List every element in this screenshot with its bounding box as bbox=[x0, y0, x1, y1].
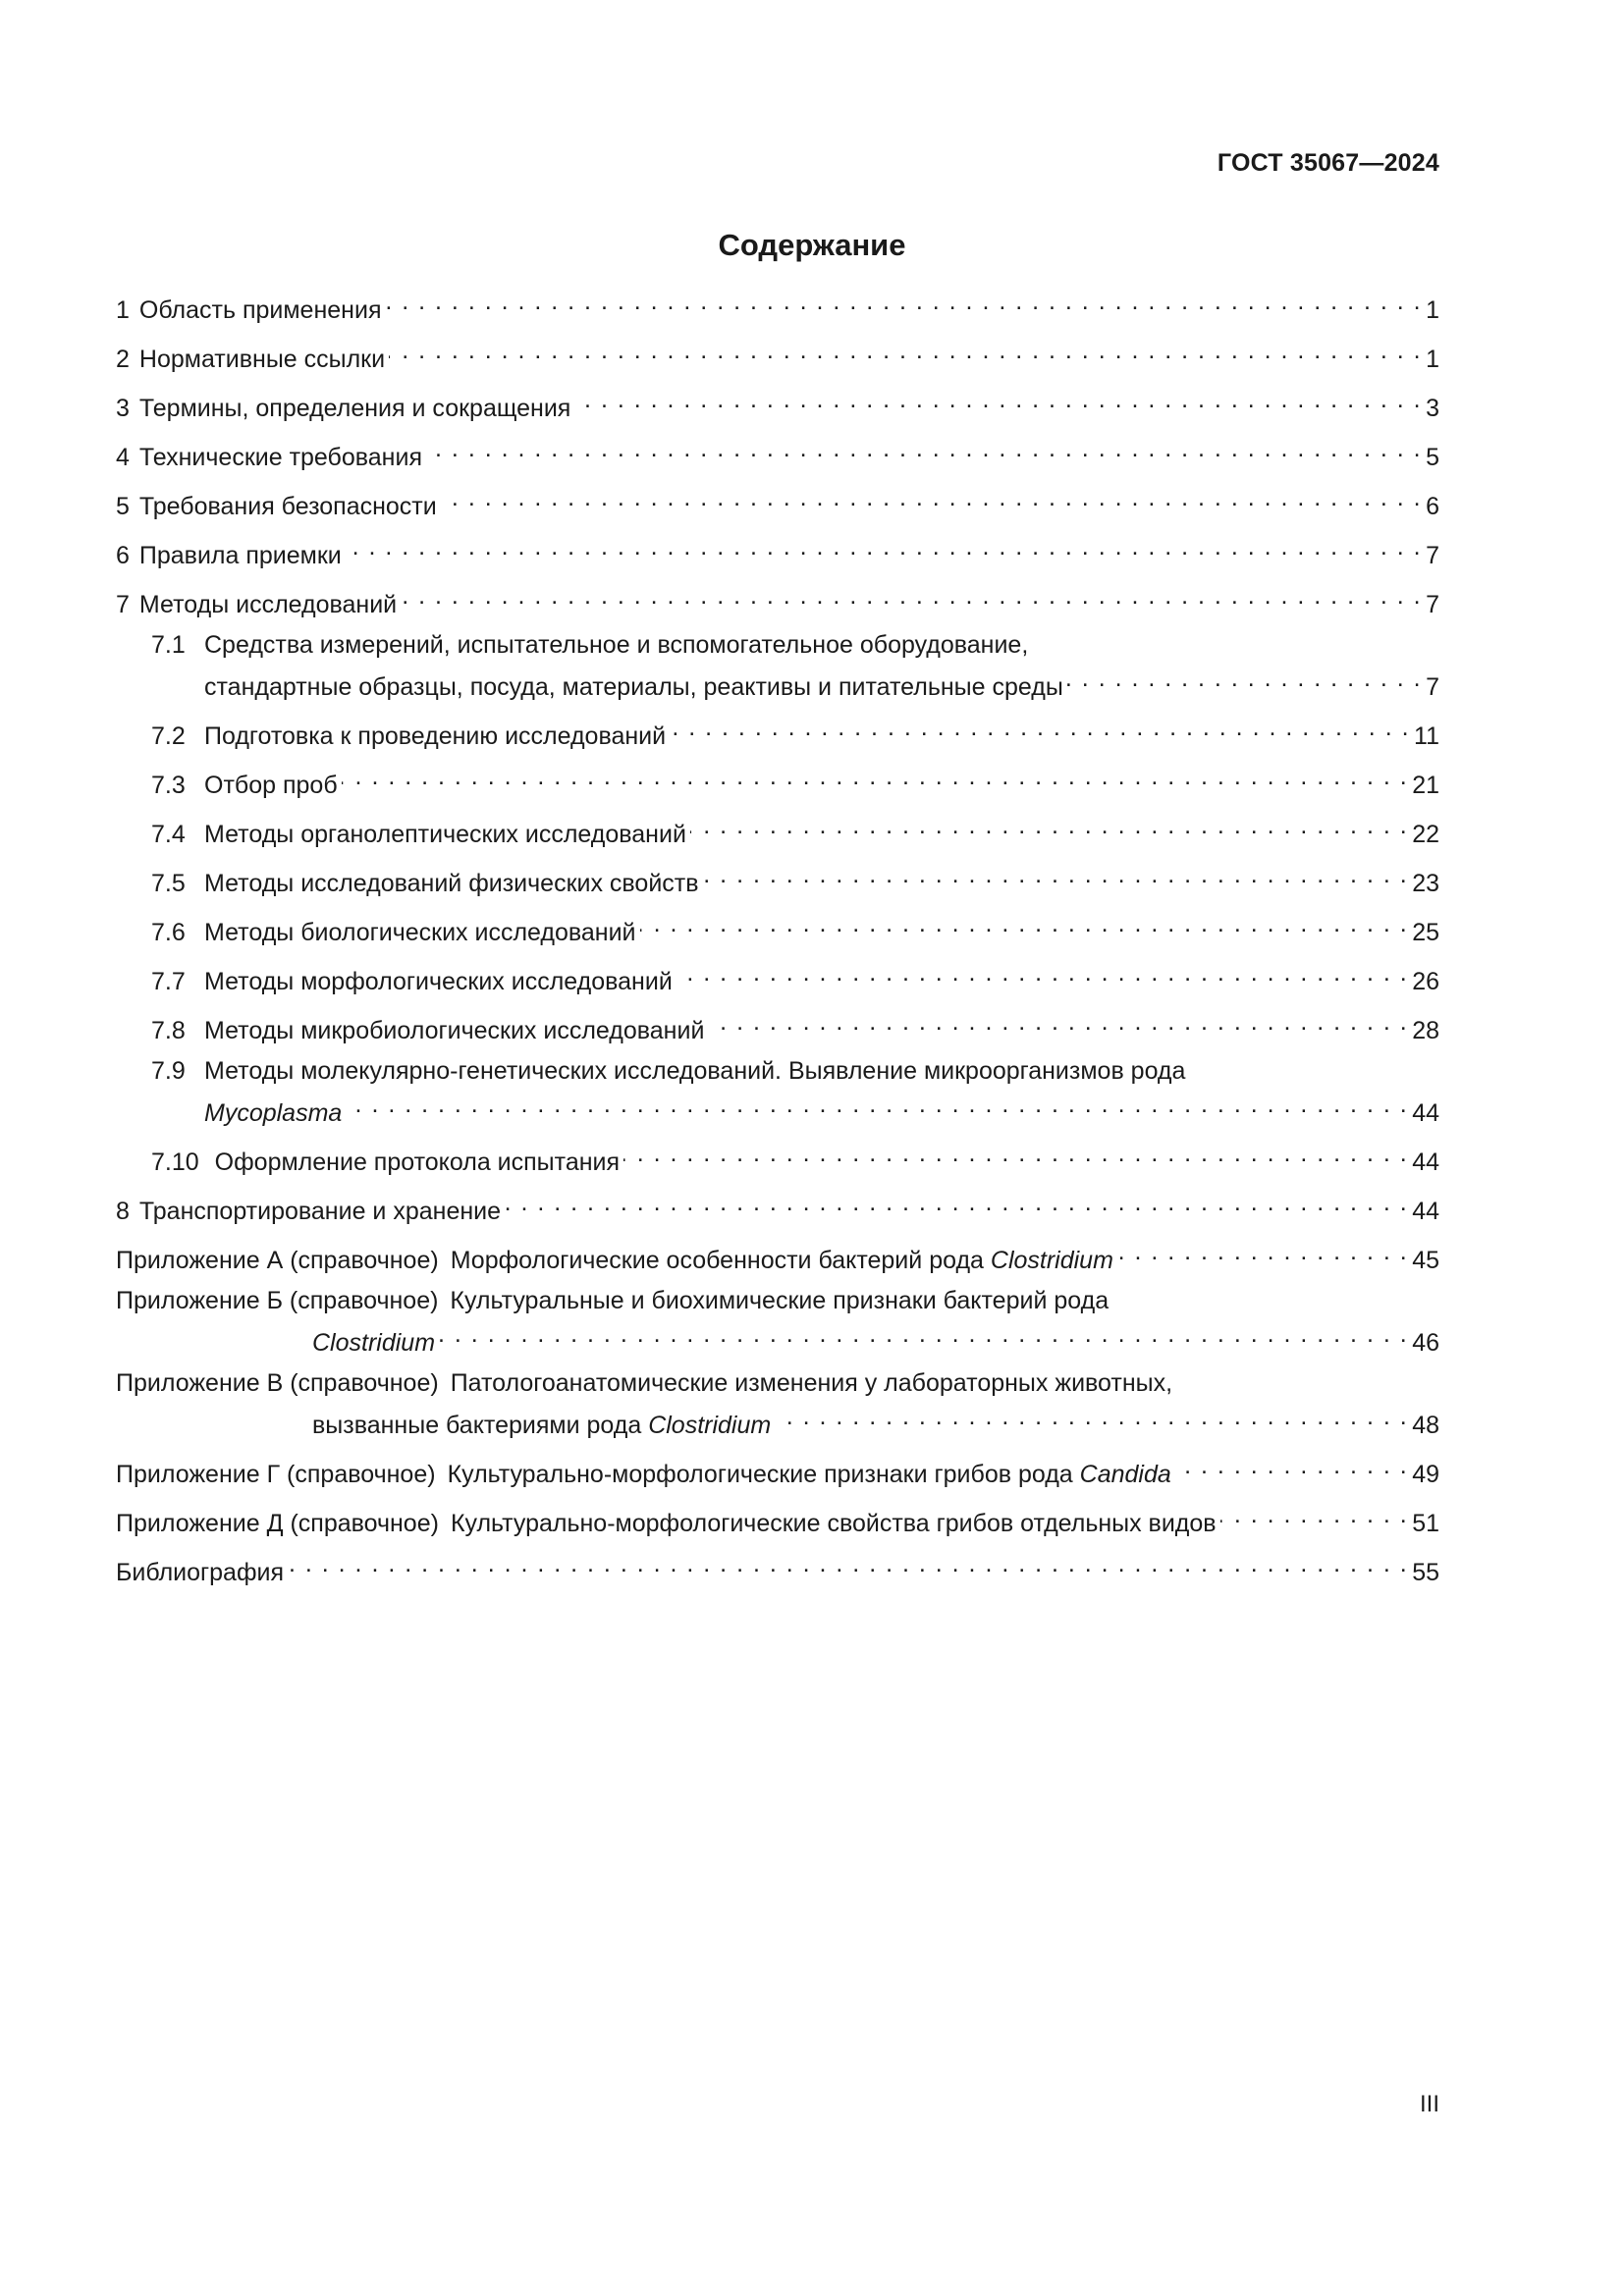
genus-name: Mycoplasma bbox=[204, 1099, 343, 1127]
leader-dots bbox=[426, 432, 1422, 465]
genus-name: Candida bbox=[1079, 1461, 1171, 1488]
genus-name: Clostridium bbox=[312, 1329, 436, 1357]
section-title: Методы молекулярно-генетических исследований. Выявление микроорганизмов рода bbox=[204, 1057, 1186, 1085]
toc-annex[interactable] bbox=[116, 1284, 1439, 1360]
section-title: Транспортирование и хранение bbox=[138, 1198, 502, 1225]
leader-dots bbox=[690, 809, 1408, 842]
page-ref: 7 bbox=[1426, 673, 1439, 701]
annex-label: Приложение Б (справочное) bbox=[116, 1287, 439, 1314]
section-title: Методы биологических исследований bbox=[204, 919, 636, 946]
subsection-number: 7.1 bbox=[151, 631, 186, 659]
document-code: ГОСТ 35067—2024 bbox=[1217, 149, 1439, 177]
page-ref: 44 bbox=[1412, 1198, 1439, 1225]
toc-entry[interactable] bbox=[116, 1186, 1439, 1228]
leader-dots bbox=[703, 858, 1409, 891]
toc-entry[interactable] bbox=[116, 1005, 1439, 1047]
leader-dots bbox=[574, 383, 1422, 416]
page-ref: 7 bbox=[1426, 591, 1439, 618]
leader-dots bbox=[1175, 1449, 1408, 1482]
toc-entry[interactable] bbox=[116, 956, 1439, 998]
annex-title: Морфологические особенности бактерий рода Clostridium bbox=[450, 1247, 1113, 1274]
annex-title: Патологоанатомические изменения у лабораторных животных, bbox=[450, 1369, 1173, 1397]
genus-name: Clostridium bbox=[990, 1247, 1113, 1274]
page-ref: 46 bbox=[1412, 1329, 1439, 1357]
annex-title: Культуральные и биохимические признаки бактерий рода bbox=[450, 1287, 1110, 1314]
section-title: Средства измерений, испытательное и вспомогательное оборудование, bbox=[204, 631, 1029, 659]
annex-title: Культурально-морфологические свойства грибов отдельных видов bbox=[450, 1510, 1217, 1537]
leader-dots bbox=[1117, 1235, 1408, 1268]
toc-entry[interactable] bbox=[116, 530, 1439, 572]
toc-annex[interactable] bbox=[116, 1235, 1439, 1277]
toc-entry[interactable] bbox=[116, 628, 1439, 704]
page-ref: 6 bbox=[1426, 493, 1439, 520]
subsection-number: 7.9 bbox=[151, 1057, 186, 1085]
page-ref: 22 bbox=[1412, 821, 1439, 848]
annex-title: Культурально-морфологические признаки грибов рода Candida bbox=[447, 1461, 1171, 1488]
section-title: Область применения bbox=[138, 296, 382, 324]
toc-annex[interactable] bbox=[116, 1498, 1439, 1540]
toc-annex[interactable] bbox=[116, 1449, 1439, 1491]
page-ref: 55 bbox=[1412, 1559, 1439, 1586]
page-ref: 23 bbox=[1412, 870, 1439, 897]
page-ref: 25 bbox=[1412, 919, 1439, 946]
section-title: Термины, определения и сокращения bbox=[138, 395, 571, 422]
toc-entry[interactable] bbox=[116, 907, 1439, 949]
page-ref: 45 bbox=[1412, 1247, 1439, 1274]
toc-entry[interactable] bbox=[116, 1054, 1439, 1130]
leader-dots bbox=[670, 711, 1410, 744]
toc-entry[interactable] bbox=[116, 481, 1439, 523]
page-ref: 7 bbox=[1426, 542, 1439, 569]
leader-dots bbox=[385, 285, 1422, 318]
toc-entry[interactable] bbox=[116, 432, 1439, 474]
section-number: 1 bbox=[116, 296, 130, 324]
section-title: Методы микробиологических исследований bbox=[204, 1017, 705, 1044]
section-number: 7 bbox=[116, 591, 130, 618]
page-ref: 3 bbox=[1426, 395, 1439, 422]
leader-dots bbox=[439, 1317, 1408, 1351]
section-title: Нормативные ссылки bbox=[138, 346, 386, 373]
page-number: III bbox=[1419, 2091, 1439, 2117]
section-title: Методы морфологических исследований bbox=[204, 968, 673, 995]
subsection-number: 7.6 bbox=[151, 919, 186, 946]
toc-entry[interactable] bbox=[116, 858, 1439, 900]
leader-dots bbox=[775, 1400, 1408, 1433]
page-ref: 49 bbox=[1412, 1461, 1439, 1488]
genus-name: Clostridium bbox=[648, 1412, 772, 1439]
leader-dots bbox=[623, 1137, 1408, 1170]
subsection-number: 7.7 bbox=[151, 968, 186, 995]
toc-entry[interactable] bbox=[116, 383, 1439, 425]
leader-dots bbox=[1067, 662, 1422, 695]
leader-dots bbox=[401, 579, 1422, 613]
page-ref: 44 bbox=[1412, 1099, 1439, 1127]
section-title: Подготовка к проведению исследований bbox=[204, 722, 667, 750]
section-number: 8 bbox=[116, 1198, 130, 1225]
subsection-number: 7.8 bbox=[151, 1017, 186, 1044]
annex-label: Приложение А (справочное) bbox=[116, 1247, 439, 1274]
annex-title-continued: вызванные бактериями рода Clostridium bbox=[312, 1412, 772, 1439]
toc-entry[interactable] bbox=[116, 760, 1439, 802]
table-of-contents bbox=[116, 285, 1439, 1596]
section-title: Оформление протокола испытания bbox=[214, 1148, 621, 1176]
subsection-number: 7.5 bbox=[151, 870, 186, 897]
toc-entry[interactable] bbox=[116, 711, 1439, 753]
page-ref: 5 bbox=[1426, 444, 1439, 471]
subsection-number: 7.3 bbox=[151, 772, 186, 799]
subsection-number: 7.2 bbox=[151, 722, 186, 750]
toc-annex[interactable] bbox=[116, 1366, 1439, 1442]
section-title: Методы исследований физических свойств bbox=[204, 870, 699, 897]
section-title: Технические требования bbox=[138, 444, 422, 471]
section-title: Правила приемки bbox=[138, 542, 342, 569]
page-ref: 51 bbox=[1412, 1510, 1439, 1537]
section-title: Требования безопасности bbox=[138, 493, 437, 520]
toc-entry[interactable] bbox=[116, 579, 1439, 621]
section-title: Методы органолептических исследований bbox=[204, 821, 686, 848]
toc-entry[interactable] bbox=[116, 285, 1439, 327]
leader-dots bbox=[677, 956, 1408, 989]
section-number: 6 bbox=[116, 542, 130, 569]
section-number: 4 bbox=[116, 444, 130, 471]
leader-dots bbox=[1220, 1498, 1409, 1531]
toc-entry[interactable] bbox=[116, 1137, 1439, 1179]
leader-dots bbox=[441, 481, 1422, 514]
page-ref: 48 bbox=[1412, 1412, 1439, 1439]
bibliography-title: Библиография bbox=[116, 1559, 285, 1586]
section-number: 5 bbox=[116, 493, 130, 520]
section-title-continued: стандартные образцы, посуда, материалы, реактивы и питательные среды bbox=[204, 673, 1063, 701]
leader-dots bbox=[346, 1088, 1408, 1121]
page-ref: 11 bbox=[1414, 722, 1439, 750]
leader-dots bbox=[342, 760, 1409, 793]
toc-entry[interactable] bbox=[116, 809, 1439, 851]
page-ref: 21 bbox=[1412, 772, 1439, 799]
toc-bibliography[interactable] bbox=[116, 1547, 1439, 1589]
subsection-number: 7.10 bbox=[151, 1148, 199, 1176]
section-title: Отбор проб bbox=[204, 772, 338, 799]
annex-label: Приложение Д (справочное) bbox=[116, 1510, 439, 1537]
subsection-number: 7.4 bbox=[151, 821, 186, 848]
leader-dots bbox=[708, 1005, 1408, 1039]
page-ref: 26 bbox=[1412, 968, 1439, 995]
annex-label: Приложение Г (справочное) bbox=[116, 1461, 436, 1488]
page-ref: 1 bbox=[1426, 346, 1439, 373]
annex-label: Приложение В (справочное) bbox=[116, 1369, 439, 1397]
section-number: 2 bbox=[116, 346, 130, 373]
section-number: 3 bbox=[116, 395, 130, 422]
leader-dots bbox=[288, 1547, 1408, 1580]
page-ref: 28 bbox=[1412, 1017, 1439, 1044]
section-title: Методы исследований bbox=[138, 591, 398, 618]
leader-dots bbox=[346, 530, 1422, 563]
toc-entry[interactable] bbox=[116, 334, 1439, 376]
leader-dots bbox=[389, 334, 1422, 367]
leader-dots bbox=[505, 1186, 1408, 1219]
page-ref: 44 bbox=[1412, 1148, 1439, 1176]
leader-dots bbox=[640, 907, 1409, 940]
page-ref: 1 bbox=[1426, 296, 1439, 324]
page-title: Содержание bbox=[718, 228, 906, 262]
